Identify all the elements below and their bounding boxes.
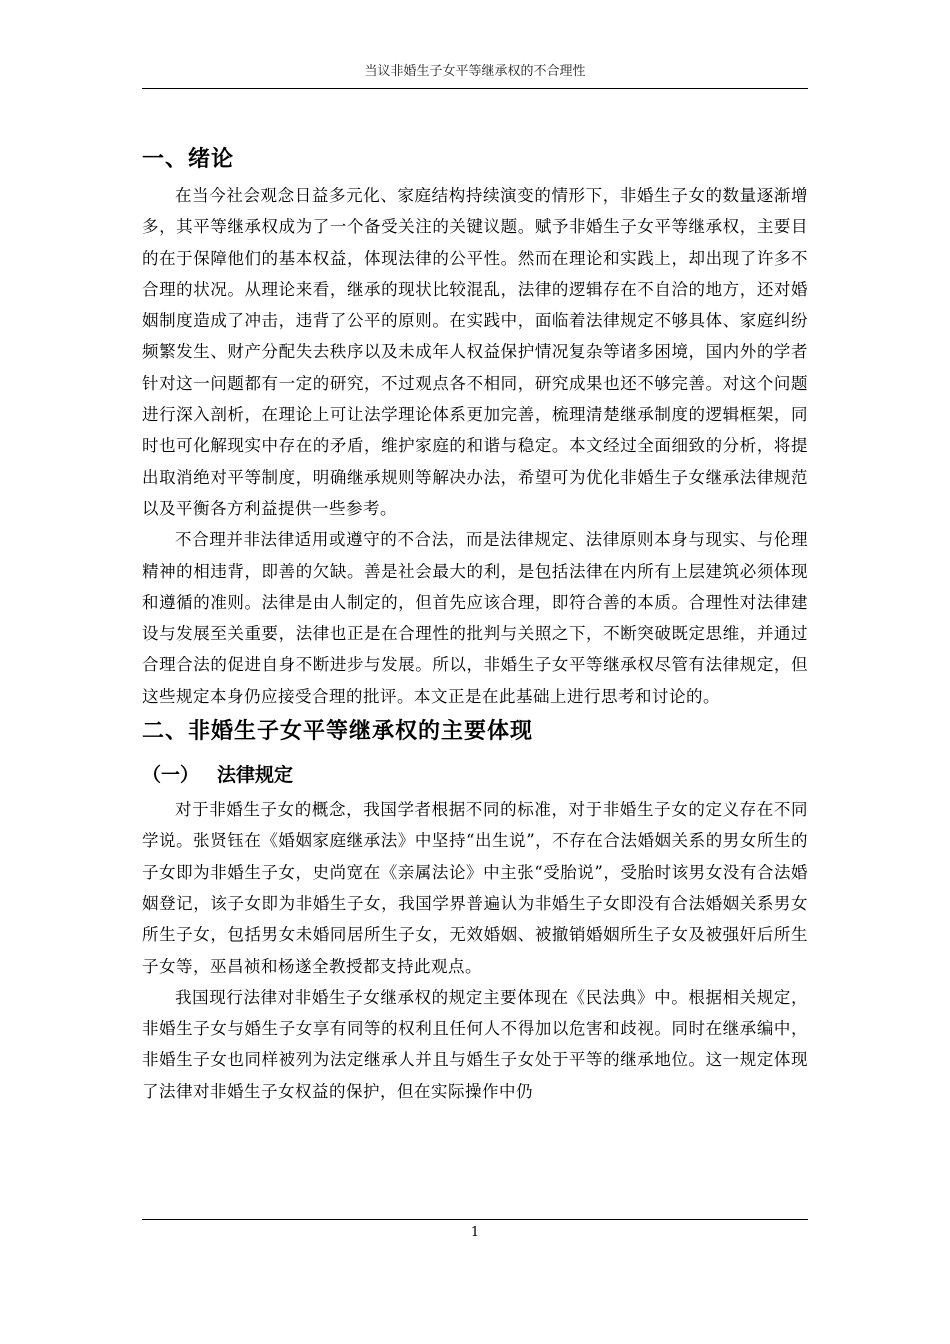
subsection-title: 法律规定 <box>217 764 294 787</box>
footer-divider <box>142 1219 808 1220</box>
section-heading-main-manifestations: 二、非婚生子女平等继承权的主要体现 <box>142 719 534 745</box>
subsection-heading-legal-provisions <box>142 758 808 792</box>
paragraph: 对于非婚生子女的概念，我国学者根据不同的标准，对于非婚生子女的定义存在不同学说。张贤钰在《婚姻家庭继承法》中坚持“出生说”，不存在合法婚姻关系的男女所生的子女即为非婚生子女，史尚宽在《亲属法论》中主张“受胎说”，受胎时该男女没有合法婚姻登记，该子女即为非婚生子女，我国学界普遍认为非婚生子女即没有合法婚姻关系男女所生子女，包括男女未婚同居所生子女，无效婚姻、被撤销婚姻所生子女及被强奸后所生子女等，巫昌祯和杨遂全教授都支持此观点。 <box>142 800 808 976</box>
page-number: 1 <box>470 1225 480 1240</box>
paragraph: 不合理并非法律适用或遵守的不合法，而是法律规定、法律原则本身与现实、与伦理精神的相违背，即善的欠缺。善是社会最大的利，是包括法律在内所有上层建筑必须体现和遵循的准则。法律是由人制定的，但首先应该合理，即符合善的本质。合理性对法律建设与发展至关重要，法律也正是在合理性的批判与关照之下，不断突破既定思维，并通过合理合法的促进自身不断进步与发展。所以，非婚生子女平等继承权尽管有法律规定，但这些规定本身仍应接受合理的批评。本文正是在此基础上进行思考和讨论的。 <box>142 530 808 706</box>
paragraph: 我国现行法律对非婚生子女继承权的规定主要体现在《民法典》中。根据相关规定，非婚生子女与婚生子女享有同等的权利且任何人不得加以危害和歧视。同时在继承编中，非婚生子女也同样被列为法定继承人并且与婚生子女处于平等的继承地位。这一规定体现了法律对非婚生子女权益的保护，但在实际操作中仍 <box>142 987 808 1101</box>
page-body <box>142 140 808 1107</box>
header-divider <box>142 88 808 89</box>
section-heading-introduction: 一、绪论 <box>142 147 235 172</box>
running-header: 当议非婚生子女平等继承权的不合理性 <box>364 64 586 79</box>
subsection-number: （一） <box>142 764 200 787</box>
paragraph: 在当今社会观念日益多元化、家庭结构持续演变的情形下，非婚生子女的数量逐渐增多，其平等继承权成为了一个备受关注的关键议题。赋予非婚生子女平等继承权，主要目的在于保障他们的基本权益，体现法律的公平性。然而在理论和实践上，却出现了许多不合理的状况。从理论来看，继承的现状比较混乱，法律的逻辑存在不自洽的地方，还对婚姻制度造成了冲击，违背了公平的原则。在实践中，面临着法律规定不够具体、家庭纠纷频繁发生、财产分配失去秩序以及未成年人权益保护情况复杂等诸多困境，国内外的学者针对这一问题都有一定的研究，不过观点各不相同，研究成果也还不够完善。对这个问题进行深入剖析，在理论上可让法学理论体系更加完善，梳理清楚继承制度的逻辑框架，同时也可化解现实中存在的矛盾，维护家庭的和谐与稳定。本文经过全面细致的分析，将提出取消绝对平等制度，明确继承规则等解决办法，希望可为优化非婚生子女继承法律规范以及平衡各方利益提供一些参考。 <box>142 186 808 518</box>
